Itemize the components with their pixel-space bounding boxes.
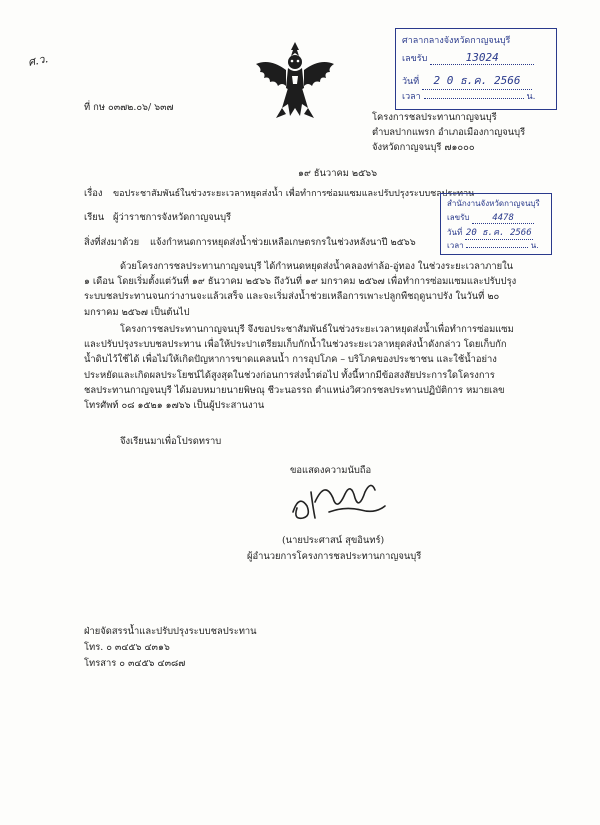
receipt-stamp-provincial-hall xyxy=(395,28,557,110)
stamp-date-row xyxy=(402,71,532,90)
stamp-time-suffix: น. xyxy=(530,241,539,250)
stamp-date-value: 20 ธ.ค. 2566 xyxy=(465,225,533,240)
signature-image xyxy=(285,472,395,530)
stamp-number-value: 4478 xyxy=(472,213,534,224)
stamp-title: ศาลากลางจังหวัดกาญจนบุรี xyxy=(402,36,511,46)
closing-line: จึงเรียนมาเพื่อโปรดทราบ xyxy=(120,436,222,447)
footer-fax: โทรสาร ๐ ๓๔๕๖ ๔๓๘๗ xyxy=(84,658,186,669)
footer-phone: โทร. ๐ ๓๔๕๖ ๔๓๑๖ xyxy=(84,642,170,653)
stamp-date-label: วันที่ xyxy=(447,228,463,237)
regards-line: ขอแสดงความนับถือ xyxy=(290,465,372,476)
footer-department: ฝ่ายจัดสรรน้ำและปรับปรุงระบบชลประทาน xyxy=(84,626,257,637)
body-paragraph-1: ด้วยโครงการชลประทานกาญจนบุรี ได้กำหนดหยุดส่งน้ำคลองท่าล้อ-อู่ทอง ในช่วงระยะเวลาภายใน ๑ เดือน โดยเริ่มตั้งแต่วันที่ ๑๙ ธันวาคม ๒๕๖๖ ถึงวันที่ ๑๙ มกราคม ๒๕๖๗ เพื่อทำการซ่อมแซมและปรับปรุงระบบชลประทานจนกว่างานจะแล้วเสร็จ และจะเริ่มส่งน้ำช่วยเหลือการเพาะปลูกพืชฤดูนาปรัง ในวันที่ ๒๐ มกราคม ๒๕๖๗ เป็นต้นไป xyxy=(84,261,517,318)
stamp-time-row xyxy=(447,239,539,252)
stamp-time-row xyxy=(402,89,535,103)
subject-text: ขอประชาสัมพันธ์ในช่วงระยะเวลาหยุดส่งน้ำ เพื่อทำการซ่อมแซมและปรับปรุงระบบชลประทาน xyxy=(113,189,475,199)
stamp-date-value: 2 0 ธ.ค. 2566 xyxy=(422,71,532,90)
stamp-number-value: 13024 xyxy=(430,51,534,65)
body-paragraph-2: โครงการชลประทานกาญจนบุรี จึงขอประชาสัมพันธ์ในช่วงระยะเวลาหยุดส่งน้ำเพื่อทำการซ่อมแซมและปรับปรุงระบบชลประทาน เพื่อให้ประปาเตรียมเก็บกักน้ำในช่วงระยะเวลาหยุดส่งน้ำดังกล่าว โดยเก็บกักน้ำดิบไว้ใช้ได้ เพื่อไม่ให้เกิดปัญหาการขาดแคลนน้ำ การอุปโภค – บริโภคของประชาชน และใช้น้ำอย่างประหยัดและเกิดผลประโยชน์ได้สูงสุดในช่วงก่อนการส่งน้ำต่อไป ทั้งนี้หากมีข้อสงสัยประการใดโครงการชลประทานกาญจนบุรี ได้มอบหมายนายพิษณุ ชีวะนอรรถ ตำแหน่งวิศวกรชลประทานปฏิบัติการ หมายเลขโทรศัพท์ ๐๘ ๑๕๒๑ ๑๗๖๖ เป็นผู้ประสานงาน xyxy=(84,324,514,412)
attachment-label: สิ่งที่ส่งมาด้วย xyxy=(84,237,140,248)
subject-label: เรื่อง xyxy=(84,188,103,199)
stamp-time-label: เวลา xyxy=(402,92,421,102)
reference-number: ที่ กษ ๐๓๗๒.๐๖/ ๖๓๗ xyxy=(84,102,174,113)
stamp-number-row xyxy=(402,51,534,65)
stamp-date-label: วันที่ xyxy=(402,77,420,87)
stamp-time-label: เวลา xyxy=(447,241,464,250)
stamp-number-label: เลขรับ xyxy=(447,213,470,222)
sender-line-2: ตำบลปากแพรก อำเภอเมืองกาญจนบุรี xyxy=(372,127,526,138)
signer-title: ผู้อำนวยการโครงการชลประทานกาญจนบุรี xyxy=(247,551,422,562)
sender-line-3: จังหวัดกาญจนบุรี ๗๑๐๐๐ xyxy=(372,142,475,153)
attachment-text: แจ้งกำหนดการหยุดส่งน้ำช่วยเหลือเกษตรกรในช่วงหลังนาปี ๒๕๖๖ xyxy=(150,237,416,248)
margin-note: ศ.ว. xyxy=(26,52,50,69)
garuda-emblem-icon xyxy=(252,38,338,122)
letter-date: ๑๙ ธันวาคม ๒๕๖๖ xyxy=(298,168,378,179)
recipient-text: ผู้ว่าราชการจังหวัดกาญจนบุรี xyxy=(113,212,232,223)
stamp-time-suffix: น. xyxy=(526,92,536,102)
stamp-number-label: เลขรับ xyxy=(402,54,428,64)
stamp-date-row xyxy=(447,225,533,240)
receipt-stamp-provincial-office xyxy=(440,193,552,255)
sender-line-1: โครงการชลประทานกาญจนบุรี xyxy=(372,112,497,123)
stamp-number-row xyxy=(447,211,534,224)
stamp-title: สำนักงานจังหวัดกาญจนบุรี xyxy=(447,199,540,208)
recipient-label: เรียน xyxy=(84,212,105,223)
signer-name: (นายประศาสน์ สุขอินทร์) xyxy=(282,535,385,546)
